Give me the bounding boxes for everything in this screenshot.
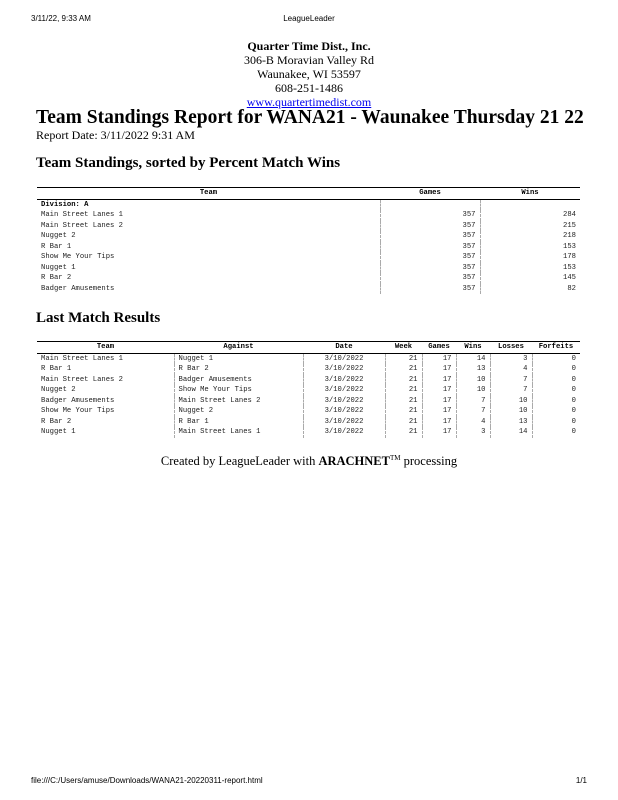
- cell-date: 3/10/2022: [303, 396, 385, 407]
- cell-team: Nugget 1: [41, 428, 76, 436]
- column-header-team: Team: [37, 342, 174, 354]
- cell-losses: 7: [490, 385, 532, 396]
- cell-team: Nugget 1: [41, 263, 76, 272]
- cell-forfeits: 0: [532, 417, 580, 428]
- cell-losses: 10: [490, 396, 532, 407]
- cell-games: 17: [422, 396, 456, 407]
- cell-date: 3/10/2022: [303, 406, 385, 417]
- table-row: [37, 231, 580, 242]
- company-address-line1: 306-B Moravian Valley Rd: [243, 53, 375, 67]
- cell-against: Main Street Lanes 2: [174, 396, 303, 407]
- cell-forfeits: 0: [532, 353, 580, 364]
- cell-date: 3/10/2022: [303, 385, 385, 396]
- cell-against: Show Me Your Tips: [174, 385, 303, 396]
- table-row: [37, 406, 580, 417]
- cell-week: 21: [385, 353, 422, 364]
- table-row: [37, 273, 580, 284]
- cell-against: Nugget 1: [174, 353, 303, 364]
- cell-wins: 10: [456, 375, 490, 386]
- table-row: [37, 252, 580, 263]
- cell-week: 21: [385, 364, 422, 375]
- cell-wins: 10: [456, 385, 490, 396]
- cell-games: 357: [380, 242, 480, 253]
- cell-losses: 10: [490, 406, 532, 417]
- cell-against: R Bar 1: [174, 417, 303, 428]
- print-datetime: 3/11/22, 9:33 AM: [31, 14, 91, 23]
- cell-losses: 3: [490, 353, 532, 364]
- last-match-table: [37, 341, 580, 438]
- column-header-wins: Wins: [480, 188, 580, 200]
- standings-table: [37, 187, 580, 294]
- cell-team: Show Me Your Tips: [41, 253, 115, 261]
- cell-wins: 284: [480, 210, 580, 221]
- table-row: [37, 375, 580, 386]
- company-address-line2: Waunakee, WI 53597: [257, 67, 361, 81]
- cell-against: Main Street Lanes 1: [174, 427, 303, 438]
- table-row: [37, 364, 580, 375]
- cell-games: 357: [380, 284, 480, 295]
- division-label: Division: A: [41, 200, 89, 209]
- cell-losses: 14: [490, 427, 532, 438]
- column-header-games: Games: [422, 342, 456, 354]
- cell-team: Badger Amusements: [41, 284, 115, 293]
- cell-wins: 14: [456, 353, 490, 364]
- cell-forfeits: 0: [532, 375, 580, 386]
- cell-team: R Bar 2: [41, 274, 72, 282]
- cell-wins: 7: [456, 396, 490, 407]
- cell-games: 17: [422, 427, 456, 438]
- cell-games: 17: [422, 353, 456, 364]
- table-row: [37, 427, 580, 438]
- cell-wins: 7: [456, 406, 490, 417]
- cell-wins: 145: [480, 273, 580, 284]
- cell-against: Badger Amusements: [174, 375, 303, 386]
- column-header-against: Against: [174, 342, 303, 354]
- last-match-heading: Last Match Results: [36, 310, 161, 326]
- table-row: [37, 263, 580, 274]
- cell-games: 357: [380, 252, 480, 263]
- cell-date: 3/10/2022: [303, 427, 385, 438]
- table-row: [37, 417, 580, 428]
- cell-wins: 3: [456, 427, 490, 438]
- company-phone: 608-251-1486: [275, 81, 343, 95]
- column-header-wins: Wins: [456, 342, 490, 354]
- column-header-forfeits: Forfeits: [532, 342, 580, 354]
- standings-heading: Team Standings, sorted by Percent Match Wins: [36, 155, 341, 171]
- table-row: [37, 210, 580, 221]
- cell-wins: 82: [480, 284, 580, 295]
- column-header-games: Games: [380, 188, 480, 200]
- cell-team: Badger Amusements: [41, 396, 115, 405]
- cell-games: 17: [422, 385, 456, 396]
- cell-date: 3/10/2022: [303, 364, 385, 375]
- cell-wins: 4: [456, 417, 490, 428]
- cell-wins: 153: [480, 242, 580, 253]
- arachnet-brand: ARACHNET: [318, 454, 390, 469]
- cell-wins: 13: [456, 364, 490, 375]
- cell-week: 21: [385, 406, 422, 417]
- cell-forfeits: 0: [532, 427, 580, 438]
- cell-games: 17: [422, 375, 456, 386]
- cell-against: R Bar 2: [174, 364, 303, 375]
- column-header-date: Date: [303, 342, 385, 354]
- cell-games: 17: [422, 406, 456, 417]
- cell-games: 357: [380, 263, 480, 274]
- cell-wins: 153: [480, 263, 580, 274]
- cell-team: R Bar 2: [41, 417, 72, 426]
- print-page-title: LeagueLeader: [283, 14, 335, 23]
- cell-against: Nugget 2: [174, 406, 303, 417]
- report-date: Report Date: 3/11/2022 9:31 AM: [36, 128, 195, 142]
- company-name: Quarter Time Dist., Inc.: [247, 39, 371, 53]
- cell-date: 3/10/2022: [303, 375, 385, 386]
- cell-forfeits: 0: [532, 396, 580, 407]
- print-page-number: 1/1: [575, 776, 587, 785]
- cell-losses: 13: [490, 417, 532, 428]
- column-header-week: Week: [385, 342, 422, 354]
- created-by-note: Created by LeagueLeader with ARACHNET™ processing: [160, 454, 458, 469]
- cell-team: Main Street Lanes 1: [41, 211, 123, 219]
- cell-week: 21: [385, 417, 422, 428]
- cell-date: 3/10/2022: [303, 417, 385, 428]
- trademark-mark: TM: [390, 454, 401, 462]
- company-block: [0, 39, 618, 109]
- cell-team: Nugget 2: [41, 232, 76, 240]
- cell-forfeits: 0: [532, 406, 580, 417]
- cell-team: Main Street Lanes 2: [41, 221, 123, 230]
- table-row: [37, 284, 580, 295]
- cell-forfeits: 0: [532, 364, 580, 375]
- cell-date: 3/10/2022: [303, 353, 385, 364]
- cell-week: 21: [385, 375, 422, 386]
- table-row: [37, 242, 580, 253]
- cell-games: 17: [422, 417, 456, 428]
- cell-losses: 4: [490, 364, 532, 375]
- table-row: [37, 353, 580, 364]
- company-website-link[interactable]: www.quartertimedist.com: [246, 95, 372, 109]
- cell-team: Nugget 2: [41, 386, 76, 394]
- cell-team: Main Street Lanes 2: [41, 375, 123, 384]
- cell-games: 357: [380, 221, 480, 232]
- table-row: [37, 221, 580, 232]
- cell-losses: 7: [490, 375, 532, 386]
- cell-week: 21: [385, 385, 422, 396]
- report-title: Team Standings Report for WANA21 - Waunakee Thursday 21 22: [36, 107, 584, 128]
- cell-wins: 215: [480, 221, 580, 232]
- cell-games: 357: [380, 231, 480, 242]
- cell-forfeits: 0: [532, 385, 580, 396]
- cell-team: Show Me Your Tips: [41, 407, 115, 415]
- table-row: [37, 385, 580, 396]
- division-row: [37, 199, 580, 210]
- table-row: [37, 396, 580, 407]
- cell-games: 357: [380, 273, 480, 284]
- column-header-losses: Losses: [490, 342, 532, 354]
- cell-wins: 218: [480, 231, 580, 242]
- cell-week: 21: [385, 396, 422, 407]
- cell-games: 17: [422, 364, 456, 375]
- column-header-team: Team: [37, 188, 380, 200]
- cell-team: R Bar 1: [41, 365, 72, 373]
- cell-wins: 178: [480, 252, 580, 263]
- cell-week: 21: [385, 427, 422, 438]
- print-file-path: file:///C:/Users/amuse/Downloads/WANA21-20220311-report.html: [31, 776, 263, 785]
- cell-games: 357: [380, 210, 480, 221]
- cell-team: Main Street Lanes 1: [41, 354, 123, 363]
- cell-team: R Bar 1: [41, 242, 72, 251]
